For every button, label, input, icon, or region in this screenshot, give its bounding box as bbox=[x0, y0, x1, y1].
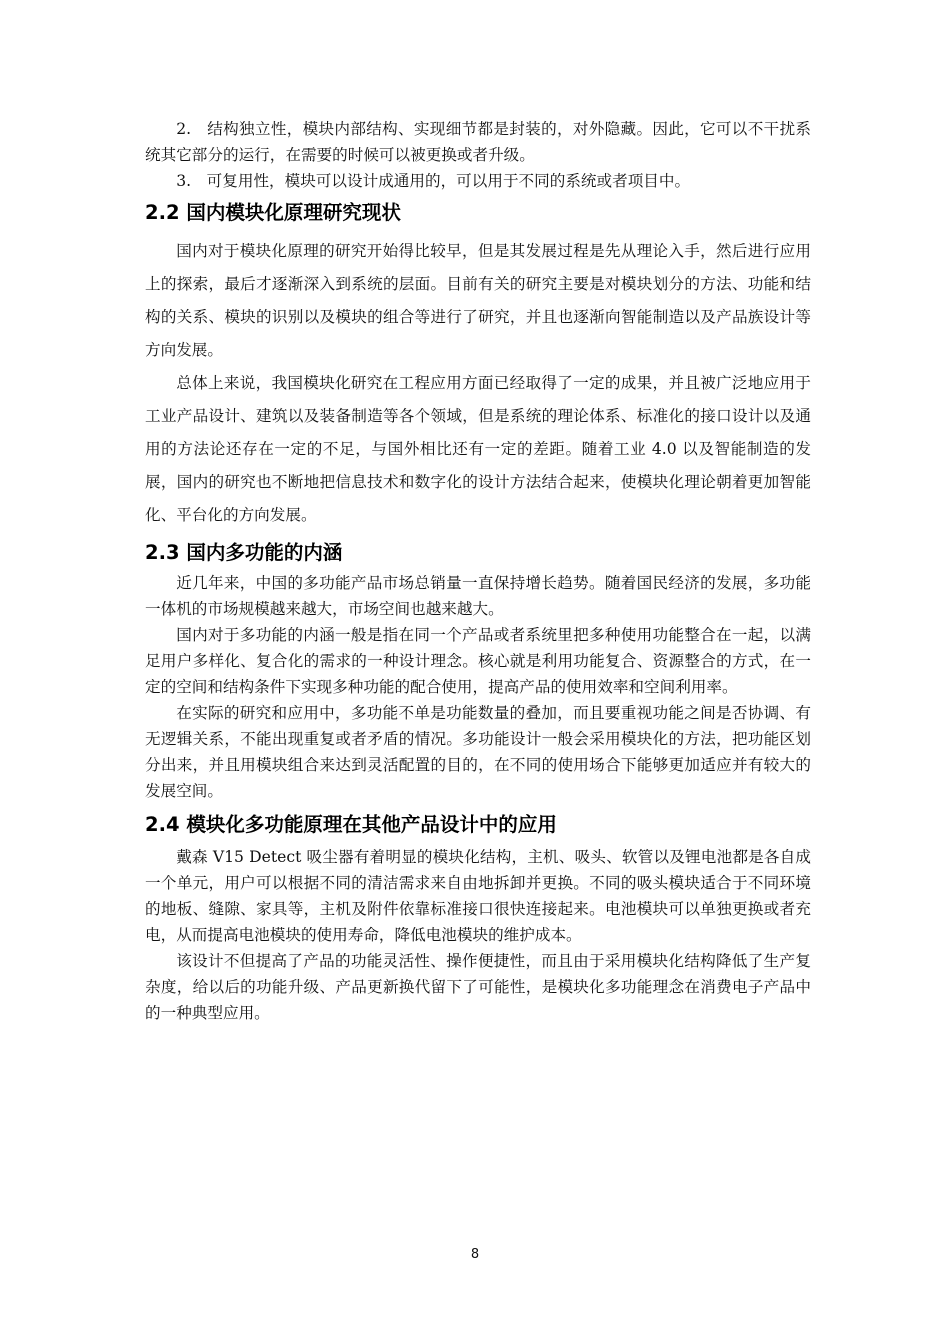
page-body bbox=[145, 116, 811, 1026]
section-heading-2-2: 2.2 国内模块化原理研究现状 bbox=[145, 201, 401, 224]
paragraph-2-3-1: 近几年来，中国的多功能产品市场总销量一直保持增长趋势。随着国民经济的发展，多功能一体机的市场规模越来越大，市场空间也越来越大。 bbox=[145, 574, 811, 618]
paragraph-2-3-2: 国内对于多功能的内涵一般是指在同一个产品或者系统里把多种使用功能整合在一起，以满足用户多样化、复合化的需求的一种设计理念。核心就是利用功能复合、资源整合的方式，在一定的空间和结构条件下实现多种功能的配合使用，提高产品的使用效率和空间利用率。 bbox=[145, 626, 811, 696]
paragraph-2-4-1: 戴森 V15 Detect 吸尘器有着明显的模块化结构，主机、吸头、软管以及锂电池都是各自成一个单元，用户可以根据不同的清洁需求来自由地拆卸并更换。不同的吸头模块适合于不同环境的地板、缝隙、家具等，主机及附件依靠标准接口很快连接起来。电池模块可以单独更换或者充电，从而提高电池模块的使用寿命，降低电池模块的维护成本。 bbox=[145, 848, 811, 944]
section-heading-2-4: 2.4 模块化多功能原理在其他产品设计中的应用 bbox=[145, 813, 557, 836]
paragraph-2-2-2: 总体上来说，我国模块化研究在工程应用方面已经取得了一定的成果，并且被广泛地应用于工业产品设计、建筑以及装备制造等各个领域，但是系统的理论体系、标准化的接口设计以及通用的方法论还存在一定的不足，与国外相比还有一定的差距。随着工业 4.0 以及智能制造的发展，国内的研究也不断地把信息技术和数字化的设计方法结合起来，使模块化理论朝着更加智能化、平台化的方向发展。 bbox=[145, 374, 811, 524]
list-item-structural-independence: 2. 结构独立性，模块内部结构、实现细节都是封装的，对外隐藏。因此，它可以不干扰系统其它部分的运行，在需要的时候可以被更换或者升级。 bbox=[145, 120, 811, 164]
paragraph-2-3-3: 在实际的研究和应用中，多功能不单是功能数量的叠加，而且要重视功能之间是否协调、有无逻辑关系，不能出现重复或者矛盾的情况。多功能设计一般会采用模块化的方法，把功能区划分出来，并且用模块组合来达到灵活配置的目的，在不同的使用场合下能够更加适应并有较大的发展空间。 bbox=[145, 704, 811, 800]
paragraph-2-2-1: 国内对于模块化原理的研究开始得比较早，但是其发展过程是先从理论入手，然后进行应用上的探索，最后才逐渐深入到系统的层面。目前有关的研究主要是对模块划分的方法、功能和结构的关系、模块的识别以及模块的组合等进行了研究，并且也逐渐向智能制造以及产品族设计等方向发展。 bbox=[145, 242, 811, 359]
page-number: 8 bbox=[470, 1247, 480, 1262]
section-heading-2-3: 2.3 国内多功能的内涵 bbox=[145, 541, 343, 564]
paragraph-2-4-2: 该设计不但提高了产品的功能灵活性、操作便捷性，而且由于采用模块化结构降低了生产复杂度，给以后的功能升级、产品更新换代留下了可能性，是模块化多功能理念在消费电子产品中的一种典型应用。 bbox=[145, 952, 811, 1022]
list-item-reusability: 3. 可复用性，模块可以设计成通用的，可以用于不同的系统或者项目中。 bbox=[176, 172, 691, 190]
